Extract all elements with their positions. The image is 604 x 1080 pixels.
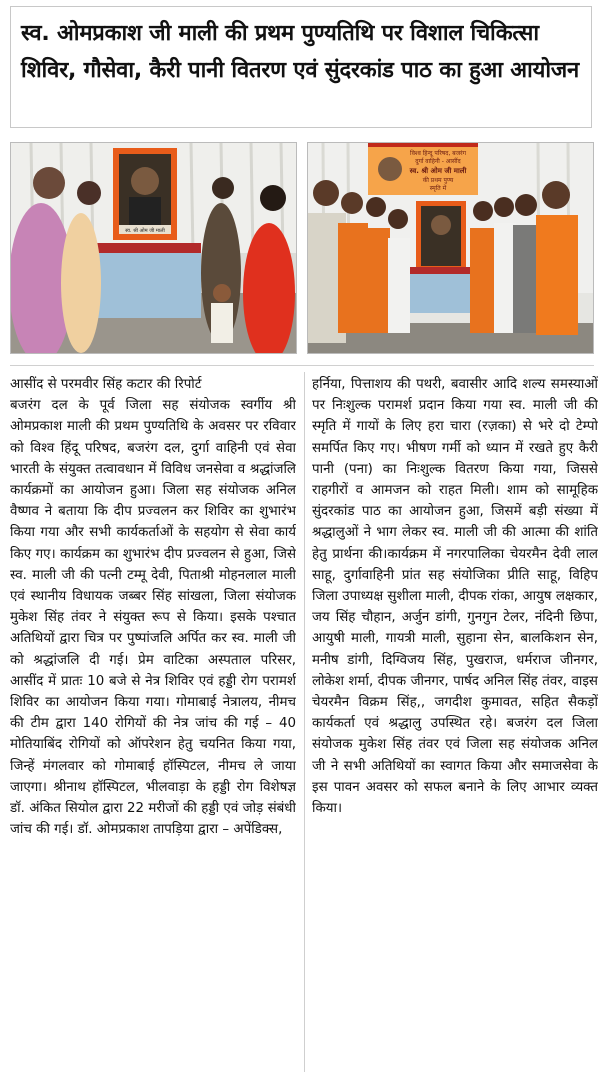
banner-line-3: स्व. श्री ओम जी माली <box>409 167 467 175</box>
photo-tribute-women <box>10 142 297 354</box>
photo-divider <box>10 365 594 366</box>
byline: आसींद से परमवीर सिंह कटार की रिपोर्ट <box>10 377 202 392</box>
banner-line-1: विश्व हिन्दू परिषद, बजरंग <box>410 150 466 157</box>
banner-line-2: दुर्गा वाहिनी - आसींद <box>415 158 461 165</box>
photo-volunteers-group <box>307 142 594 354</box>
article-text-right: हर्निया, पित्ताशय की पथरी, बवासीर आदि शल्य समस्याओं पर निःशुल्क परामर्श प्रदान किया गया स्व. माली जी की स्मृति में गायों के लिए हरा चारा (रज़का) से भरे दो टेम्पो समर्पित किए गए। भीषण गर्मी को ध्यान में रखते हुए कैरी पानी (पना) का निःशुल्क वितरण किया गया, जिससे राहगीरों व आमजन को राहत मिली। शाम को सामूहिक सुंदरकांड पाठ का आयोजन हुआ, जिसमें बड़ी संख्या में श्रद्धालुओं ने भाग लेकर स्व. माली जी की आत्मा की शांति हेतु प्रार्थना की।कार्यक्रम में नगरपालिका चेयरमैन देवी लाल साहू, दुर्गावाहिनी प्रांत सह संयोजिका प्रीति साहू, विहिप जिला उपाध्यक्ष सुशीला माली, दीपक रांका, आयुष लक्षकार, जय सिंह चौहान, अर्जुन डांगी, गुनगुन टेलर, नंदिनी छिपा, आयुषी माली, गायत्री माली, सुहाना सेन, बालकिशन सेन, मनीष डांगी, दिग्विजय सिंह, पुखराज, धर्मराज जीनगर, लोकेश शर्मा, दीपक जीनगर, पार्षद अनिल सिंह तंवर, वाइस चेयरमैन विक्रम सिंह,, जगदीश कुमावत, सहित सैकड़ों कार्यकर्ता एवं श्रद्धालु उपस्थित रहे। बजरंग दल जिला संयोजक मुकेश सिंह तंवर एवं जिला सह संयोजक अनिल जी ने सभी अतिथियों का स्वागत किया और समाजसेवा के इस पावन अवसर को सफल बनाने के लिए आभार व्यक्त किया। <box>312 377 598 817</box>
headline: स्व. ओमप्रकाश जी माली की प्रथम पुण्यतिथि पर विशाल चिकित्सा शिविर, गौसेवा, कैरी पानी वितरण एवं सुंदरकांड पाठ का हुआ आयोजन <box>21 21 579 83</box>
article-text-left: बजरंग दल के पूर्व जिला सह संयोजक स्वर्गीय श्री ओमप्रकाश माली की प्रथम पुण्यतिथि के अवसर पर रविवार को विश्व हिंदू परिषद, बजरंग दल, दुर्गा वाहिनी एवं सेवा भारती के संयुक्त तत्वावधान में विविध जनसेवा व श्रद्धांजलि कार्यक्रमों का आयोजन हुआ। जिला सह संयोजक अनिल वैष्णव ने बताया कि दीप प्रज्वलन कर शिविर का शुभारंभ किया गया और सभी कार्यकर्ताओं के सहयोग से सेवा कार्य किए गए। कार्यक्रम का शुभारंभ दीप प्रज्वलन से हुआ, जिसे स्व. माली जी की पत्नी टम्मू देवी, पिताश्री मोहनलाल माली एवं स्थानीय विधायक जब्बर सिंह सांखला, जिला संयोजक मुकेश सिंह तंवर ने संयुक्त रूप से किया। इसके पश्चात अतिथियों द्वारा चित्र पर पुष्पांजलि अर्पित कर स्व. माली जी को श्रद्धांजलि दी गई। प्रेम वाटिका अस्पताल परिसर, आसींद में प्रातः 10 बजे से नेत्र शिविर एवं हड्डी रोग परामर्श शिविर का आयोजन किया गया। गोमाबाई नेत्रालय, नीमच की टीम द्वारा 140 रोगियों की नेत्र जांच की गई – 40 मोतियाबिंद रोगियों को ऑपरेशन हेतु चयनित किया गया, जिन्हें मंगलवार को गोमाबाई हॉस्पिटल, नीमच ले जाया जाएगा। श्रीनाथ हॉस्पिटल, भीलवाड़ा के हड्डी रोग विशेषज्ञ डॉ. अंकित सियोल द्वारा 22 मरीजों की हड्डी एवं जोड़ संबंधी जांच की गई। डॉ. ओमप्रकाश तापड़िया द्वारा – अपेंडिक्स, <box>10 398 296 838</box>
banner-line-4: की प्रथम पुण्य <box>422 177 454 184</box>
photo-left-caption: स्व. श्री ओम जी माली <box>125 228 165 234</box>
headline-box <box>10 6 592 128</box>
photo-tribute-women-graphic <box>11 143 297 354</box>
photo-volunteers-group-graphic <box>308 143 594 354</box>
article-column-left <box>10 374 296 1074</box>
column-divider <box>304 372 305 1072</box>
article-column-right <box>312 374 598 1074</box>
banner-line-5: स्मृति में <box>429 185 447 192</box>
